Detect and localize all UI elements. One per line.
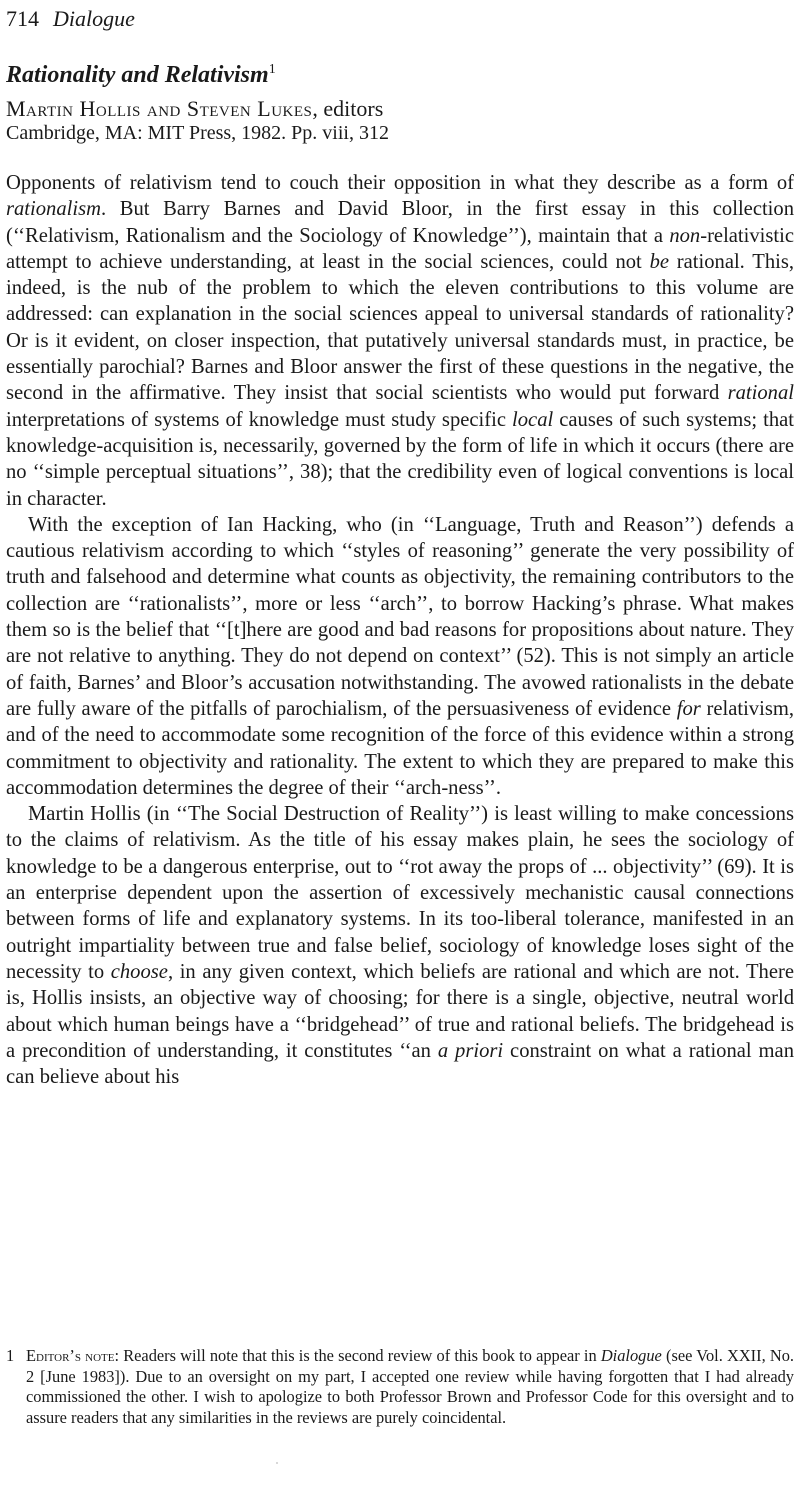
p2-text-a: With the exception of Ian Hacking, who (in ‘‘Language, Truth and Reason’’) defends a cautious relativism according to which ‘‘styles of reasoning’’ generate the very possibility of truth and falsehood and determine what counts as objectivity, the remaining contributors to the collection are ‘‘rationalists’’, more or less ‘‘arch’’, to borrow Hacking’s phrase. What makes them so is the belief that ‘‘[t]here are good and bad reasons for propositions about nature. They are not relative to anything. They do not depend on context’’ (52). This is not simply an article of faith, Barnes’ and Bloor’s accusation notwithstanding. The avowed rationalists in the debate are fully aware of the pitfalls of parochialism, of the persuasiveness of evidence <box>6 513 794 720</box>
running-head <box>6 6 135 32</box>
p3-italic-b: choose <box>110 960 168 983</box>
footnote-label: Editor’s note: <box>26 1346 120 1365</box>
footnote-text-c: (see Vol. XXII, No. 2 [June 1983]). Due to an oversight on my part, I accepted one review while having forgotten that I had already commissioned the other. I wish to apologize to both Professor Brown and Professor Code for this oversight and to assure readers that any similarities in the reviews are purely coincidental. <box>26 1346 794 1427</box>
editors-names: Martin Hollis and Steven Lukes <box>6 96 313 121</box>
p1-italic-h: rational <box>727 382 794 405</box>
p2-italic-b: for <box>676 697 701 720</box>
p3-text-a: Martin Hollis (in ‘‘The Social Destruction of Reality’’) is least willing to make concessions to the claims of relativism. As the title of his essay makes plain, he sees the sociology of knowledge to be a dangerous enterprise, out to ‘‘rot away the props of ... objectivity’’ (69). It is an enterprise dependent upon the assertion of excessively mechanistic causal connections between forms of life and explanatory systems. In its too-liberal tolerance, manifested in an outright impartiality between true and false belief, sociology of knowledge loses sight of the necessity to <box>6 803 794 983</box>
paragraph-2 <box>6 512 794 801</box>
p3-text-e: constraint on what a rational man can believe about his <box>6 1039 794 1089</box>
p1-italic-j: local <box>512 408 554 431</box>
footnote-italic-b: Dialogue <box>600 1346 662 1365</box>
p1-text-c: . But Barry Barnes and David Bloor, in the first essay in this collection (‘‘Relativism, Rationalism and the Sociology of Knowledge’’), maintain that a <box>6 198 794 247</box>
scan-speck <box>276 1462 278 1464</box>
p1-text-g: rational. This, indeed, is the nub of the problem to which the eleven contributions to this volume are addressed: can explanation in the social sciences appeal to universal standards of rationality? Or is it evident, on closer inspection, that putatively universal standards must, in practice, be essentially parochial? Barnes and Bloor answer the first of these questions in the negative, the second in the affirmative. They insist that social scientists who would put forward <box>6 250 795 405</box>
p1-text-e: -relativistic attempt to achieve understanding, at least in the social sciences, could not <box>6 224 794 273</box>
p1-italic-d: non <box>669 224 701 247</box>
publication-info: Cambridge, MA: MIT Press, 1982. Pp. viii, 312 <box>6 122 389 144</box>
footnote-number: 1 <box>6 1346 15 1365</box>
footnote-marker[interactable]: 1 <box>268 62 276 77</box>
paragraph-3 <box>6 801 794 1090</box>
footnote <box>6 1346 794 1428</box>
article-title-text: Rationality and Relativism <box>6 62 269 88</box>
editors-suffix: , editors <box>312 96 384 121</box>
p1-text-i: interpretations of systems of knowledge must study specific <box>6 408 513 431</box>
p1-italic-b: rationalism <box>6 198 101 221</box>
article-editors <box>6 96 383 122</box>
p3-text-c: , in any given context, which beliefs are rational and which are not. There is, Hollis insists, an objective way of choosing; for there is a single, objective, neutral world about which human beings have a ‘‘bridgehead’’ of true and rational beliefs. The bridgehead is a precondition of understanding, it constitutes ‘‘an <box>6 960 794 1062</box>
footnote-text-a: Readers will note that this is the second review of this book to appear in <box>119 1346 601 1365</box>
paragraph-1 <box>6 170 794 512</box>
page-number: 714 <box>6 6 39 31</box>
article-title <box>6 62 276 89</box>
p1-text-k: causes of such systems; that knowledge-acquisition is, necessarily, governed by the form of life in which it occurs (there are no ‘‘simple perceptual situations’’, 38); that the credibility even of logical conventions is local in character. <box>6 408 794 510</box>
journal-title: Dialogue <box>53 6 135 31</box>
p1-italic-f: be <box>649 250 669 273</box>
article-body <box>6 170 794 1090</box>
p1-text-a: Opponents of relativism tend to couch their opposition in what they describe as a form of <box>6 172 794 194</box>
p2-text-c: relativism, and of the need to accommodate some recognition of the force of this evidence within a strong commitment to objectivity and rationality. The extent to which they are prepared to make this accommodation determines the degree of their ‘‘arch-ness’’. <box>6 697 795 799</box>
p3-italic-d: a priori <box>437 1039 504 1062</box>
